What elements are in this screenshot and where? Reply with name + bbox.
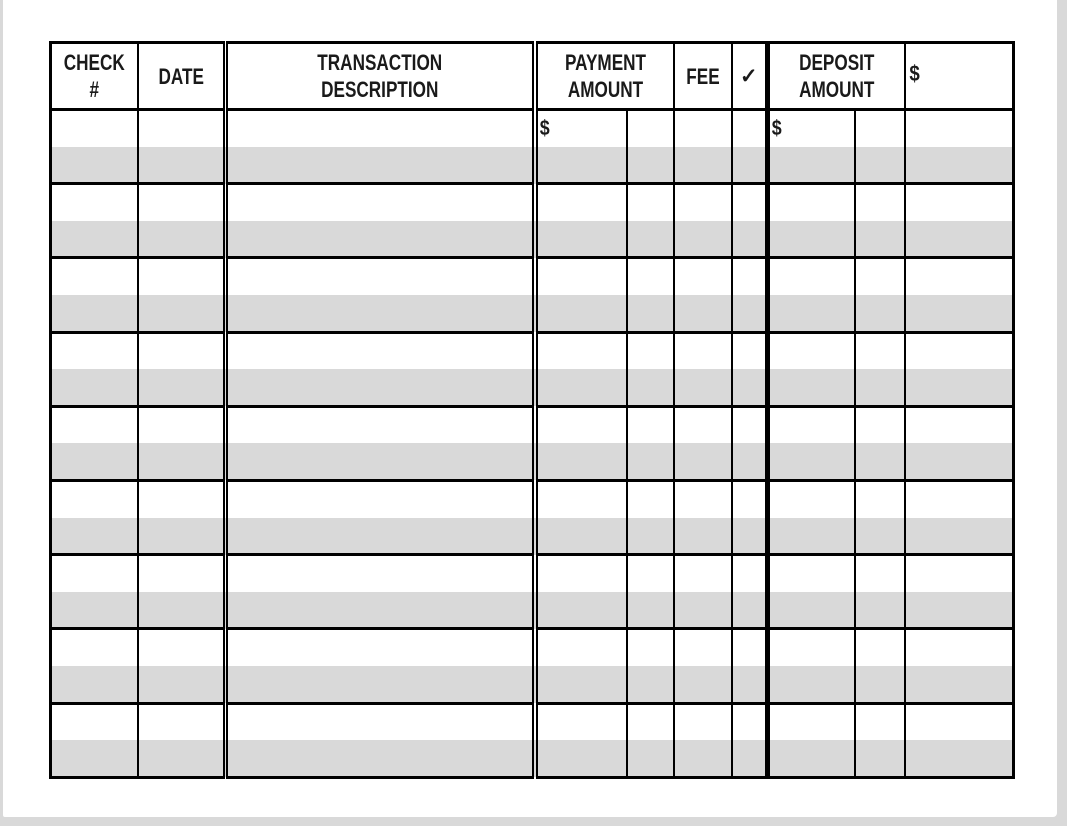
cell-description xyxy=(226,666,535,703)
cell-payment-cents xyxy=(627,369,674,406)
cell-description xyxy=(226,480,535,517)
header-deposit-line2: AMOUNT xyxy=(799,77,875,102)
cell-deposit-cents xyxy=(855,480,905,517)
cell-payment-dollars xyxy=(535,703,627,740)
cell-check-number xyxy=(51,332,138,369)
cell-check-number xyxy=(51,518,138,555)
cell-date xyxy=(138,221,226,258)
cell-fee xyxy=(674,592,732,629)
register-row-shaded xyxy=(51,147,1014,184)
cell-payment-dollars xyxy=(535,406,627,443)
cell-date xyxy=(138,703,226,740)
register-row-shaded xyxy=(51,740,1014,777)
cell-payment-dollars xyxy=(535,592,627,629)
cell-deposit-cents xyxy=(855,221,905,258)
cell-deposit-dollars xyxy=(768,629,855,666)
cell-payment-dollars xyxy=(535,184,627,221)
cell-cleared xyxy=(732,147,768,184)
cell-deposit-dollars xyxy=(768,258,855,295)
cell-deposit-dollars xyxy=(768,295,855,332)
cell-description xyxy=(226,258,535,295)
cell-payment-cents xyxy=(627,221,674,258)
cell-date xyxy=(138,369,226,406)
register-body xyxy=(51,110,1014,778)
cell-payment-cents xyxy=(627,184,674,221)
cell-check-number xyxy=(51,221,138,258)
cell-payment-cents xyxy=(627,666,674,703)
cell-balance xyxy=(905,480,1014,517)
cell-fee xyxy=(674,147,732,184)
cell-cleared xyxy=(732,592,768,629)
header-description-line2: DESCRIPTION xyxy=(321,77,439,102)
cell-deposit-cents xyxy=(855,740,905,777)
cell-fee xyxy=(674,221,732,258)
cell-payment-dollars xyxy=(535,295,627,332)
balance-currency-symbol: $ xyxy=(908,61,920,86)
cell-check-number xyxy=(51,369,138,406)
register-row-white xyxy=(51,703,1014,740)
cell-description xyxy=(226,443,535,480)
cell-deposit-dollars xyxy=(768,110,855,147)
register-row-white xyxy=(51,480,1014,517)
cell-date xyxy=(138,110,226,147)
cell-balance xyxy=(905,332,1014,369)
header-balance xyxy=(905,43,1014,110)
register-row-shaded xyxy=(51,592,1014,629)
cell-deposit-dollars xyxy=(768,518,855,555)
cell-deposit-cents xyxy=(855,518,905,555)
cell-deposit-cents xyxy=(855,666,905,703)
cell-date xyxy=(138,147,226,184)
cell-date xyxy=(138,295,226,332)
cell-payment-dollars xyxy=(535,629,627,666)
cell-description xyxy=(226,221,535,258)
cell-deposit-dollars xyxy=(768,406,855,443)
cell-cleared xyxy=(732,406,768,443)
cell-cleared xyxy=(732,369,768,406)
cell-payment-cents xyxy=(627,703,674,740)
cell-payment-cents xyxy=(627,295,674,332)
cell-deposit-dollars xyxy=(768,480,855,517)
register-row-shaded xyxy=(51,369,1014,406)
register-row-shaded xyxy=(51,666,1014,703)
cell-description xyxy=(226,110,535,147)
cell-payment-dollars xyxy=(535,740,627,777)
cell-deposit-cents xyxy=(855,629,905,666)
cell-check-number xyxy=(51,258,138,295)
cell-cleared xyxy=(732,703,768,740)
cell-fee xyxy=(674,332,732,369)
cell-date xyxy=(138,555,226,592)
cell-cleared xyxy=(732,480,768,517)
register-row-shaded xyxy=(51,518,1014,555)
header-cleared xyxy=(732,43,768,110)
cell-payment-cents xyxy=(627,443,674,480)
header-row xyxy=(51,43,1014,110)
cell-description xyxy=(226,555,535,592)
cell-payment-dollars xyxy=(535,480,627,517)
cell-fee xyxy=(674,443,732,480)
cell-deposit-cents xyxy=(855,555,905,592)
cell-date xyxy=(138,592,226,629)
register-row-white xyxy=(51,406,1014,443)
header-transaction-description xyxy=(226,43,535,110)
cell-description xyxy=(226,369,535,406)
register-row-white xyxy=(51,184,1014,221)
cell-description xyxy=(226,147,535,184)
cell-payment-dollars xyxy=(535,258,627,295)
cell-date xyxy=(138,443,226,480)
cell-cleared xyxy=(732,555,768,592)
cell-fee xyxy=(674,110,732,147)
header-date-label: DATE xyxy=(158,63,204,89)
cell-payment-dollars xyxy=(535,666,627,703)
header-payment-line1: PAYMENT xyxy=(564,50,646,75)
cell-deposit-dollars xyxy=(768,443,855,480)
header-payment-line2: AMOUNT xyxy=(567,77,643,102)
cell-payment-dollars xyxy=(535,110,627,147)
cell-fee xyxy=(674,740,732,777)
cell-date xyxy=(138,518,226,555)
cell-description xyxy=(226,332,535,369)
cell-payment-cents xyxy=(627,740,674,777)
cell-payment-dollars xyxy=(535,443,627,480)
register-row-white xyxy=(51,629,1014,666)
cell-payment-cents xyxy=(627,332,674,369)
cell-date xyxy=(138,184,226,221)
cell-balance xyxy=(905,406,1014,443)
cell-deposit-cents xyxy=(855,703,905,740)
cell-deposit-cents xyxy=(855,332,905,369)
cell-payment-dollars xyxy=(535,518,627,555)
register-row-white xyxy=(51,555,1014,592)
cell-description xyxy=(226,703,535,740)
cell-check-number xyxy=(51,295,138,332)
cell-payment-dollars xyxy=(535,147,627,184)
cell-cleared xyxy=(732,184,768,221)
cell-balance xyxy=(905,184,1014,221)
cell-fee xyxy=(674,518,732,555)
cell-description xyxy=(226,629,535,666)
header-fee-label: FEE xyxy=(685,63,720,89)
cell-cleared xyxy=(732,740,768,777)
cell-cleared xyxy=(732,110,768,147)
cell-deposit-cents xyxy=(855,592,905,629)
cell-balance xyxy=(905,703,1014,740)
cell-check-number xyxy=(51,555,138,592)
cell-cleared xyxy=(732,629,768,666)
cell-deposit-dollars xyxy=(768,703,855,740)
cell-balance xyxy=(905,258,1014,295)
cell-cleared xyxy=(732,295,768,332)
document-page xyxy=(3,0,1057,817)
cell-check-number xyxy=(51,740,138,777)
deposit-currency-symbol: $ xyxy=(771,116,782,140)
cell-deposit-cents xyxy=(855,110,905,147)
cell-deposit-cents xyxy=(855,184,905,221)
cell-deposit-cents xyxy=(855,406,905,443)
cell-fee xyxy=(674,258,732,295)
cell-payment-cents xyxy=(627,555,674,592)
cell-check-number xyxy=(51,629,138,666)
cell-deposit-dollars xyxy=(768,740,855,777)
cell-check-number xyxy=(51,110,138,147)
cell-balance xyxy=(905,629,1014,666)
register-row-shaded xyxy=(51,443,1014,480)
cell-date xyxy=(138,480,226,517)
cell-balance xyxy=(905,295,1014,332)
cell-check-number xyxy=(51,480,138,517)
cell-check-number xyxy=(51,406,138,443)
cell-balance xyxy=(905,666,1014,703)
header-description-line1: TRANSACTION xyxy=(317,50,443,75)
cell-date xyxy=(138,258,226,295)
cell-balance xyxy=(905,592,1014,629)
cell-deposit-dollars xyxy=(768,332,855,369)
cell-check-number xyxy=(51,703,138,740)
cell-fee xyxy=(674,480,732,517)
cell-payment-cents xyxy=(627,480,674,517)
cell-date xyxy=(138,629,226,666)
header-fee xyxy=(674,43,732,110)
cell-fee xyxy=(674,184,732,221)
register-row-shaded xyxy=(51,221,1014,258)
cell-payment-cents xyxy=(627,147,674,184)
check-register-table xyxy=(49,41,1015,779)
cell-deposit-cents xyxy=(855,147,905,184)
cell-balance xyxy=(905,147,1014,184)
header-check-number xyxy=(51,43,138,110)
cell-date xyxy=(138,740,226,777)
payment-currency-symbol: $ xyxy=(539,116,550,140)
cell-deposit-cents xyxy=(855,295,905,332)
cell-deposit-dollars xyxy=(768,184,855,221)
cell-check-number xyxy=(51,443,138,480)
cell-deposit-cents xyxy=(855,258,905,295)
cell-description xyxy=(226,184,535,221)
cell-deposit-dollars xyxy=(768,555,855,592)
cell-deposit-dollars xyxy=(768,221,855,258)
cell-payment-dollars xyxy=(535,332,627,369)
cell-payment-cents xyxy=(627,406,674,443)
cell-payment-cents xyxy=(627,110,674,147)
header-deposit-line1: DEPOSIT xyxy=(799,50,875,75)
cell-deposit-cents xyxy=(855,369,905,406)
cell-deposit-cents xyxy=(855,443,905,480)
cell-balance xyxy=(905,740,1014,777)
cell-payment-cents xyxy=(627,518,674,555)
cell-check-number xyxy=(51,592,138,629)
cell-date xyxy=(138,406,226,443)
cell-fee xyxy=(674,369,732,406)
cell-fee xyxy=(674,406,732,443)
cell-fee xyxy=(674,295,732,332)
cell-balance xyxy=(905,443,1014,480)
checkmark-icon: ✓ xyxy=(739,64,758,88)
cell-fee xyxy=(674,703,732,740)
cell-cleared xyxy=(732,258,768,295)
cell-fee xyxy=(674,666,732,703)
header-payment-amount xyxy=(535,43,674,110)
cell-cleared xyxy=(732,221,768,258)
cell-payment-cents xyxy=(627,258,674,295)
cell-cleared xyxy=(732,332,768,369)
register-row-white xyxy=(51,258,1014,295)
cell-deposit-dollars xyxy=(768,369,855,406)
cell-deposit-dollars xyxy=(768,592,855,629)
cell-payment-cents xyxy=(627,629,674,666)
header-date xyxy=(138,43,226,110)
cell-deposit-dollars xyxy=(768,147,855,184)
cell-date xyxy=(138,666,226,703)
cell-description xyxy=(226,406,535,443)
cell-fee xyxy=(674,629,732,666)
cell-cleared xyxy=(732,666,768,703)
register-row-white xyxy=(51,332,1014,369)
cell-description xyxy=(226,518,535,555)
cell-description xyxy=(226,592,535,629)
cell-cleared xyxy=(732,443,768,480)
cell-check-number xyxy=(51,184,138,221)
cell-description xyxy=(226,295,535,332)
cell-fee xyxy=(674,555,732,592)
register-header xyxy=(51,43,1014,110)
cell-payment-dollars xyxy=(535,221,627,258)
cell-payment-cents xyxy=(627,592,674,629)
cell-balance xyxy=(905,369,1014,406)
register-row-white xyxy=(51,110,1014,147)
cell-payment-dollars xyxy=(535,369,627,406)
cell-date xyxy=(138,332,226,369)
cell-check-number xyxy=(51,147,138,184)
cell-deposit-dollars xyxy=(768,666,855,703)
cell-balance xyxy=(905,221,1014,258)
cell-balance xyxy=(905,555,1014,592)
cell-balance xyxy=(905,518,1014,555)
header-check-number-line1: CHECK xyxy=(63,50,125,75)
cell-check-number xyxy=(51,666,138,703)
cell-description xyxy=(226,740,535,777)
register-row-shaded xyxy=(51,295,1014,332)
header-deposit-amount xyxy=(768,43,905,110)
cell-payment-dollars xyxy=(535,555,627,592)
cell-balance xyxy=(905,110,1014,147)
cell-cleared xyxy=(732,518,768,555)
header-check-number-line2: # xyxy=(89,77,100,102)
